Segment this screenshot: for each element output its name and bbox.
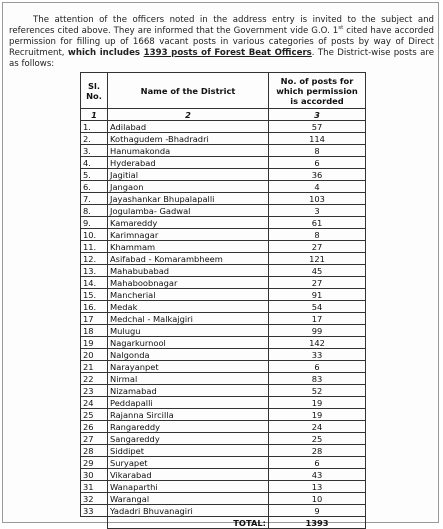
row-posts-count: 54 [269,301,366,313]
table-row [81,493,366,505]
table-row [81,433,366,445]
table-row [81,253,366,265]
table-row [81,133,366,145]
row-district-name: Vikarabad [108,469,269,481]
row-district-name: Wanaparthi [108,481,269,493]
row-sl-no: 25 [81,409,108,421]
row-district-name: Narayanpet [108,361,269,373]
intro-bold-text: which includes [67,48,144,58]
row-sl-no: 31 [81,481,108,493]
row-sl-no: 17 [81,313,108,325]
row-posts-count: 19 [269,409,366,421]
row-sl-no: 5. [81,169,108,181]
document-page [2,2,439,528]
row-sl-no: 20 [81,349,108,361]
row-posts-count: 17 [269,313,366,325]
table-row [81,469,366,481]
row-sl-no: 7. [81,193,108,205]
table-row [81,337,366,349]
row-posts-count: 43 [269,469,366,481]
total-label: TOTAL: [108,517,269,529]
row-district-name: Suryapet [108,457,269,469]
row-sl-no: 24 [81,397,108,409]
table-row [81,397,366,409]
row-sl-no: 16. [81,301,108,313]
row-posts-count: 121 [269,253,366,265]
row-posts-count: 114 [269,133,366,145]
row-sl-no: 1. [81,121,108,133]
total-value: 1393 [269,517,366,529]
table-body [81,109,366,517]
row-sl-no: 8. [81,205,108,217]
intro-text-2: cited have accorded permission for filling up of 1668 vacant posts in various categories of posts by way of Direct Recruitment, [9,26,434,58]
table-row [81,265,366,277]
row-posts-count: 8 [269,145,366,157]
row-sl-no: 15. [81,289,108,301]
table-row [81,169,366,181]
index-cell-1: 1 [81,109,108,121]
table-row [81,301,366,313]
row-sl-no: 21 [81,361,108,373]
index-cell-3: 3 [269,109,366,121]
header-sl-no: Sl. No. [81,73,108,109]
row-district-name: Nagarkurnool [108,337,269,349]
table-row [81,277,366,289]
row-posts-count: 83 [269,373,366,385]
table-row [81,289,366,301]
row-district-name: Mahabubabad [108,265,269,277]
intro-underlined-text: 1393 posts of Forest Beat Officers [143,48,312,58]
row-district-name: Mancherial [108,289,269,301]
row-district-name: Sangareddy [108,433,269,445]
row-district-name: Jangaon [108,181,269,193]
row-sl-no: 28 [81,445,108,457]
row-district-name: Karimnagar [108,229,269,241]
row-sl-no: 13. [81,265,108,277]
row-posts-count: 99 [269,325,366,337]
row-sl-no: 11. [81,241,108,253]
row-posts-count: 3 [269,205,366,217]
row-posts-count: 45 [269,265,366,277]
row-posts-count: 6 [269,361,366,373]
row-district-name: Nirmal [108,373,269,385]
row-sl-no: 29 [81,457,108,469]
column-index-row [81,109,366,121]
row-district-name: Warangal [108,493,269,505]
row-posts-count: 4 [269,181,366,193]
row-district-name: Adilabad [108,121,269,133]
row-posts-count: 13 [269,481,366,493]
table-row [81,349,366,361]
row-posts-count: 28 [269,445,366,457]
row-sl-no: 19 [81,337,108,349]
table-row [81,193,366,205]
row-sl-no: 18 [81,325,108,337]
row-posts-count: 33 [269,349,366,361]
intro-paragraph [9,15,434,70]
row-posts-count: 57 [269,121,366,133]
header-district-name: Name of the District [108,73,269,109]
row-district-name: Rangareddy [108,421,269,433]
index-cell-2: 2 [108,109,269,121]
row-district-name: Khammam [108,241,269,253]
table-row [81,385,366,397]
table-row [81,241,366,253]
table-header-row [81,73,366,109]
row-posts-count: 27 [269,241,366,253]
table-row [81,445,366,457]
row-district-name: Hyderabad [108,157,269,169]
row-posts-count: 9 [269,505,366,517]
row-sl-no: 30 [81,469,108,481]
table-row [81,481,366,493]
row-posts-count: 27 [269,277,366,289]
table-row [81,157,366,169]
table-row [81,181,366,193]
row-sl-no: 3. [81,145,108,157]
table-row [81,373,366,385]
table-row [81,505,366,517]
row-sl-no: 23 [81,385,108,397]
table-row [81,145,366,157]
table-row [81,457,366,469]
row-district-name: Kamareddy [108,217,269,229]
row-district-name: Nalgonda [108,349,269,361]
row-district-name: Mulugu [108,325,269,337]
row-sl-no: 32 [81,493,108,505]
row-sl-no: 6. [81,181,108,193]
row-district-name: Hanumakonda [108,145,269,157]
row-sl-no: 26 [81,421,108,433]
district-posts-table [80,72,366,529]
row-sl-no: 12. [81,253,108,265]
row-district-name: Medak [108,301,269,313]
row-posts-count: 24 [269,421,366,433]
row-district-name: Nizamabad [108,385,269,397]
table-row [81,409,366,421]
row-sl-no: 33 [81,505,108,517]
row-district-name: Kothagudem -Bhadradri [108,133,269,145]
row-posts-count: 19 [269,397,366,409]
row-sl-no: 10. [81,229,108,241]
table-row [81,361,366,373]
row-sl-no: 27 [81,433,108,445]
table-row [81,217,366,229]
row-sl-no: 9. [81,217,108,229]
row-posts-count: 6 [269,457,366,469]
table-row [81,421,366,433]
row-district-name: Jagitial [108,169,269,181]
row-sl-no: 22 [81,373,108,385]
table-row [81,121,366,133]
row-district-name: Jogulamba- Gadwal [108,205,269,217]
row-district-name: Asifabad - Komarambheem [108,253,269,265]
table-row [81,325,366,337]
row-district-name: Medchal - Malkajgiri [108,313,269,325]
row-sl-no: 2. [81,133,108,145]
row-posts-count: 8 [269,229,366,241]
row-posts-count: 142 [269,337,366,349]
row-posts-count: 10 [269,493,366,505]
row-posts-count: 6 [269,157,366,169]
intro-text-3: . The District-wise posts are as follows: [9,48,434,69]
row-posts-count: 36 [269,169,366,181]
row-posts-count: 103 [269,193,366,205]
row-posts-count: 52 [269,385,366,397]
row-district-name: Yadadri Bhuvanagiri [108,505,269,517]
table-row [81,205,366,217]
row-posts-count: 91 [269,289,366,301]
row-posts-count: 25 [269,433,366,445]
table-row [81,229,366,241]
intro-text-1: The attention of the officers noted in the address entry is invited to the subject and references cited above. They are informed that the Government vide G.O. 1 [9,15,434,36]
row-district-name: Mahaboobnagar [108,277,269,289]
row-district-name: Peddapalli [108,397,269,409]
header-posts: No. of posts for which permission is accorded [269,73,366,109]
row-district-name: Jayashankar Bhupalapalli [108,193,269,205]
row-sl-no: 4. [81,157,108,169]
intro-superscript: st [338,25,344,32]
row-sl-no: 14. [81,277,108,289]
table-row [81,313,366,325]
row-district-name: Siddipet [108,445,269,457]
row-district-name: Rajanna Sircilla [108,409,269,421]
row-posts-count: 61 [269,217,366,229]
